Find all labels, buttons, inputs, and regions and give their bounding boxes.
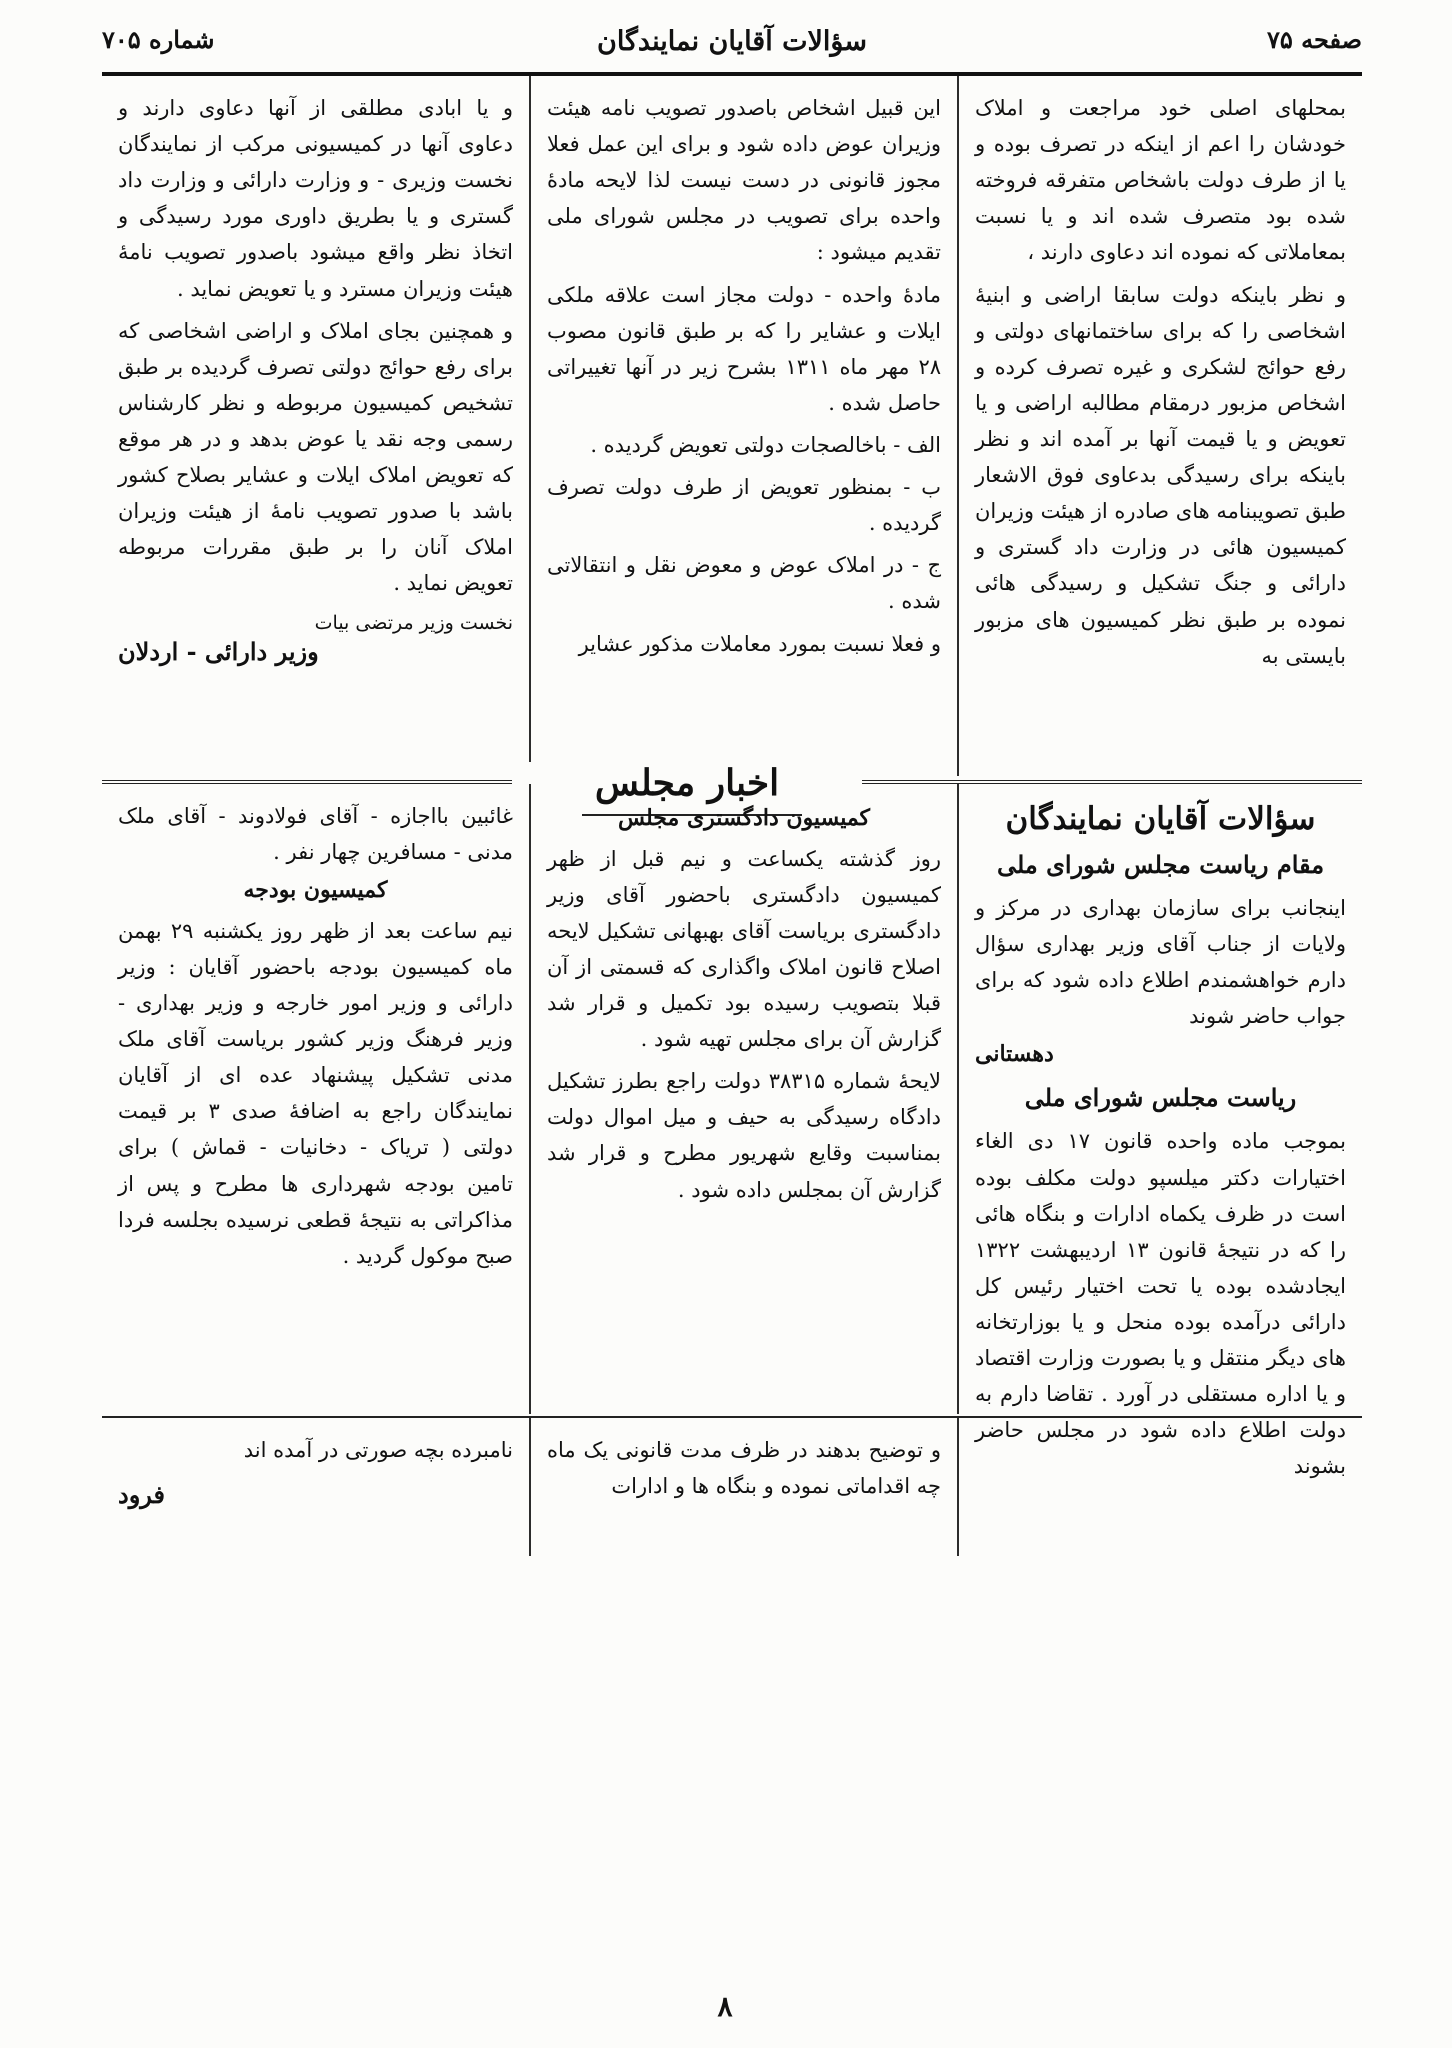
middle-right-column (957, 784, 1362, 1479)
top-middle-paragraph-6: و فعلا نسبت بمورد معاملات مذکور عشایر (578, 631, 941, 656)
header-left-label: شماره ۷۰۵ (102, 25, 215, 54)
budget-commission-paragraph: نیم ساعت بعد از ظهر روز یکشنبه ۲۹ بهمن ماه کمیسیون بودجه باحضور آقایان : وزیر دارائی و وزیر امور خارجه و وزیر بهداری - وزیر فرهنگ وزیر کشور بریاست آقای ملک مدنی تشکیل پیشنهاد عده ای از آقایان نمایندگان راجع به اضافهٔ صدی ۳ بر قیمت دولتی ( تریاک - دخانیات - قماش ) برای تامین بودجه شهرداری ها مطرح و پس از مذاکراتی به نتیجهٔ قطعی نرسیده بجلسه فردا صبح موکول گردید . (118, 918, 513, 1268)
questions-subtitle-2: ریاست مجلس شورای ملی (1024, 1083, 1297, 1113)
top-left-column (102, 76, 529, 776)
header-title: سؤالات آقایان نمایندگان (597, 26, 867, 57)
header-right-label: صفحه ۷۵ (1266, 25, 1362, 54)
bottom-middle-paragraph: و توضیح بدهند در ظرف مدت قانونی یک ماه چه اقداماتی نموده و بنگاه ها و ادارات (547, 1438, 941, 1499)
top-right-paragraph-2: و نظر باینکه دولت سابقا اراضی و ابنیهٔ اشخاصی را که برای ساختمانهای دولتی و رفع حوائج لشکری و غیره تصرف کرده و اشخاص مزبور درمقام مطالبه اراضی و یا تعویض و یا قیمت آنها بر آمده اند و نظر باینکه برای رسیدگی بدعاوی فوق الاشعار طبق تصویبنامه های صادره از هیئت وزیران کمیسیون هائی در وزارت داد گستری و دارائی و جنگ تشکیل و رسیدگی هائی نموده بر طبق نظر کمیسیون های مزبور بایستی به (975, 282, 1346, 668)
bottom-left-paragraph: نامبرده بچه صورتی در آمده اند (243, 1438, 513, 1462)
top-left-signatures (118, 610, 513, 637)
middle-middle-column (529, 784, 957, 1414)
bottom-middle-column (529, 1418, 957, 1556)
questions-paragraph-2: بموجب ماده واحده قانون ۱۷ دی الغاء اختیارات دکتر میلسپو دولت مکلف بوده است در ظرف یکماه ادارات و بنگاه هائی را که در نتیجهٔ قانون ۱۳ اردیبهشت ۱۳۲۲ ایجادشده بوده یا تحت اختیار رئیس کل دارائی درآمده بوده منحل و یا بوزارتخانه های دیگر منتقل و یا بصورت وزارت اقتصاد و یا اداره مستقلی در آورد . تقاضا دارم به دولت اطلاع داده شود در مجلس حاضر بشوند (975, 1129, 1346, 1479)
bottom-right-column (957, 1418, 1362, 1556)
justice-commission-title: کمیسیون دادگستری مجلس (617, 805, 871, 831)
prime-minister-signature: نخست وزیر مرتضی بیات (314, 611, 513, 634)
top-middle-paragraph-1: این قبیل اشخاص باصدور تصویب نامه هیئت وزیران عوض داده شود و برای این عمل فعلا مجوز قانونی در دست نیست لذا لایحه مادهٔ واحده برای تصویب در مجلس شورای ملی تقدیم میشود : (547, 96, 941, 265)
top-middle-paragraph-3: الف - باخالصجات دولتی تعویض گردیده . (590, 432, 941, 457)
page-number: ۸ (717, 1990, 733, 2023)
questions-paragraph-1: اینجانب برای سازمان بهداری در مرکز و ولایات از جناب آقای وزیر بهداری سؤال دارم خواهشمندم اطلاع داده شود که برای جواب حاضر شوند (975, 895, 1346, 1029)
middle-left-column (102, 784, 529, 1414)
top-section (102, 76, 1362, 776)
budget-intro-paragraph: غائبین بااجازه - آقای فولادوند - آقای ملک مدنی - مسافرین چهار نفر . (118, 804, 513, 865)
questions-signer-1: دهستانی (975, 1041, 1054, 1068)
top-middle-paragraph-4: ب - بمنظور تعویض از طرف دولت تصرف گردیده . (547, 475, 941, 536)
bottom-left-column (102, 1418, 529, 1556)
questions-title: سؤالات آقایان نمایندگان (1005, 801, 1316, 837)
top-left-paragraph-1: و یا ابادی مطلقی از آنها دعاوی دارند و دعاوی آنها در کمیسیونی مرکب از نمایندگان نخست وزیری - و وزارت دارائی و وزارت داد گستری و یا بطریق داوری مورد رسیدگی و اتخاذ نظر واقع میشود باصدور تصویب نامهٔ هیئت وزیران مسترد و یا تعویض نماید . (118, 96, 513, 301)
bottom-left-signer: فرود (118, 1480, 165, 1510)
top-left-paragraph-2: و همچنین بجای املاک و اراضی اشخاصی که برای رفع حوائج دولتی تصرف گردیده بر طبق تشخیص کمیسیون مربوطه و نظر کارشناس رسمی وجه نقد یا عوض بدهد و در هر موقع که تعویض املاک ایلات و عشایر بصلاح کشور باشد با صدور تصویب نامهٔ از هیئت وزیران املاک آنان را بر طبق مقررات مربوطه تعویض نماید . (118, 318, 513, 596)
top-right-column (957, 76, 1362, 776)
budget-commission-title: کمیسیون بودجه (243, 877, 388, 904)
justice-commission-paragraph-2: لایحهٔ شماره ۳۸۳۱۵ دولت راجع بطرز تشکیل دادگاه رسیدگی به حیف و میل اموال دولت بمناسبت وقایع شهریور مطرح و قرار شد گزارش آن بمجلس داده شود . (547, 1069, 942, 1202)
top-right-paragraph-1: بمحلهای اصلی خود مراجعت و املاک خودشان را اعم از اینکه در تصرف بوده و یا از طرف دولت باشخاص متفرقه فروخته شده بود متصرف شده اند و یا نسبت بمعاملاتی که نموده اند دعاوی دارند ، (975, 96, 1346, 265)
justice-commission-paragraph-1: روز گذشته یکساعت و نیم قبل از ظهر کمیسیون دادگستری باحضور آقای وزیر دادگستری بریاست آقای بهبهانی تشکیل لایحه اصلاح قانون املاک واگذاری که قسمتی از آن قبلا بتصویب رسیده بود تکمیل و قرار شد گزارش آن برای مجلس تهیه شود . (547, 846, 941, 1052)
top-middle-paragraph-5: ج - در املاک عوض و معوض نقل و انتقالاتی شده . (547, 553, 941, 614)
top-middle-paragraph-2: مادهٔ واحده - دولت مجاز است علاقه ملکی ایلات و عشایر را که بر طبق قانون مصوب ۲۸ مهر ماه ۱۳۱۱ بشرح زیر در آنها تغییراتی حاصل شده . (547, 282, 941, 415)
finance-minister-signature: وزیر دارائی - اردلان (118, 637, 319, 667)
news-section-heading: اخبار مجلس (512, 762, 862, 805)
questions-subtitle: مقام ریاست مجلس شورای ملی (996, 849, 1325, 879)
top-middle-column (529, 76, 957, 776)
page-header (102, 18, 1362, 76)
bottom-section (102, 1416, 1362, 1556)
